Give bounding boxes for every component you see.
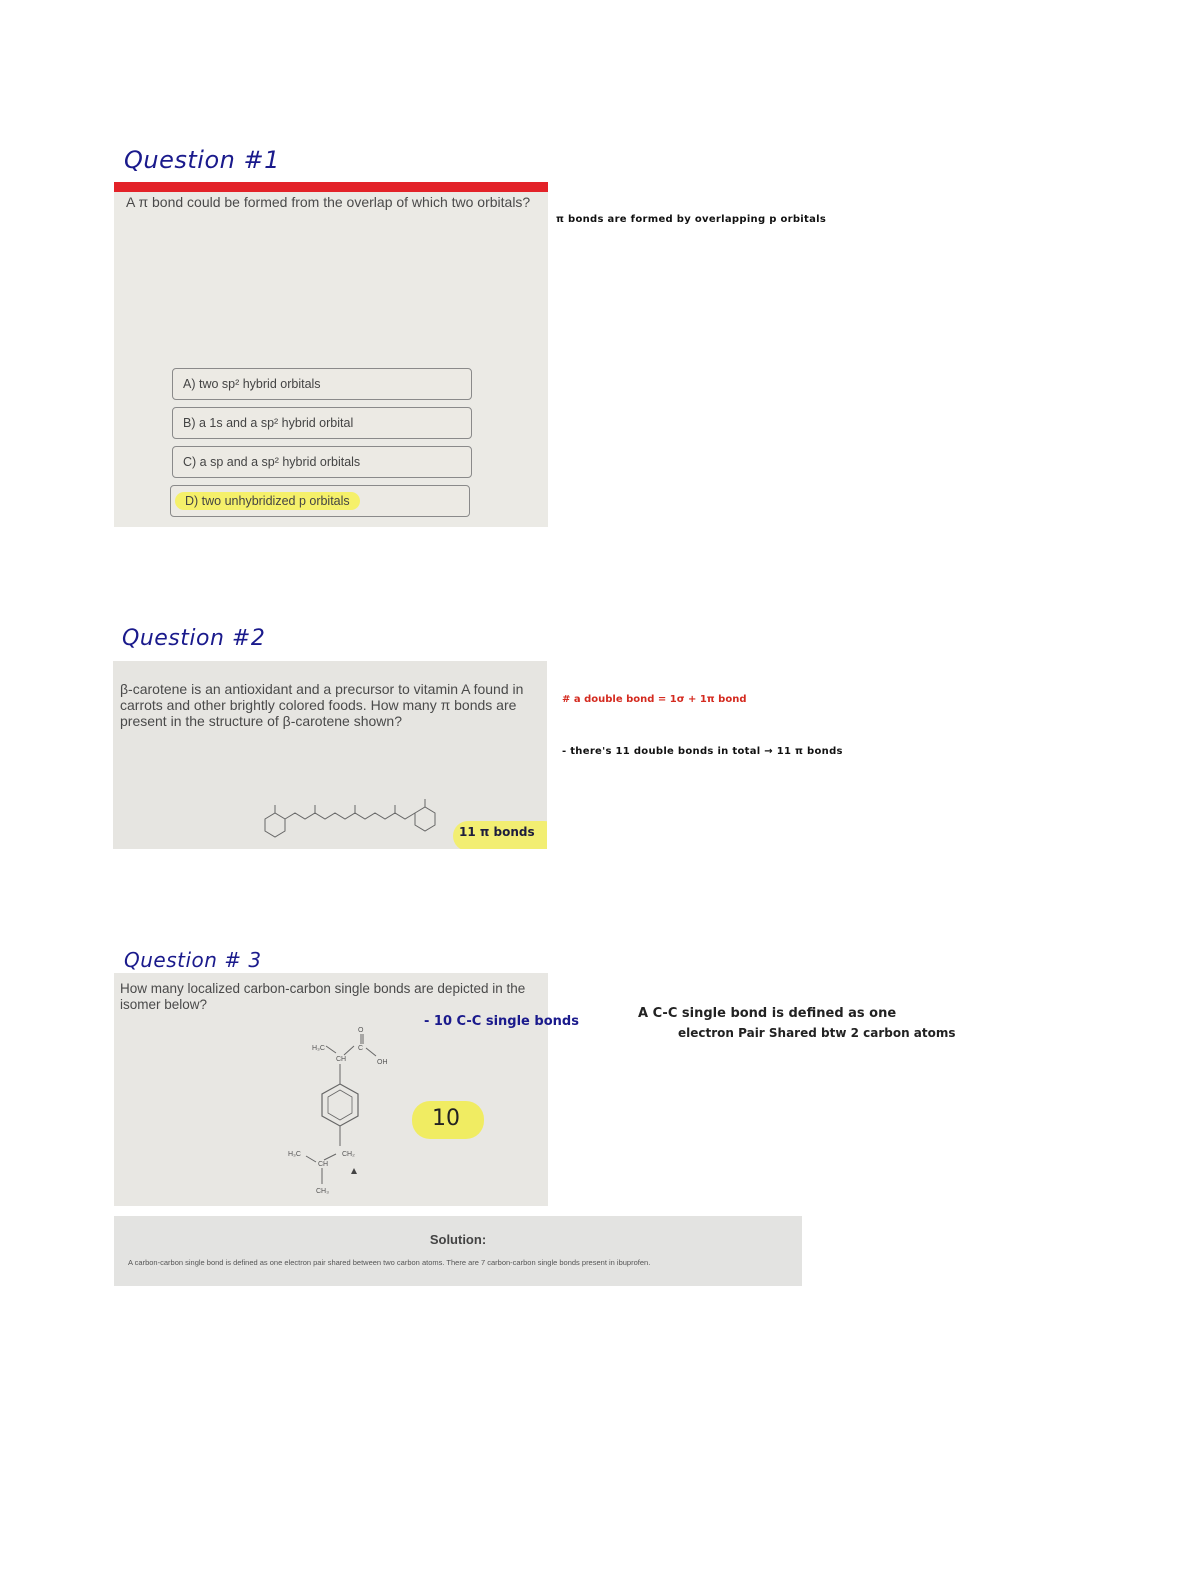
- choice-b[interactable]: [172, 407, 472, 439]
- question-2-note-red: # a double bond = 1σ + 1π bond: [562, 694, 747, 705]
- choice-c[interactable]: [172, 446, 472, 478]
- question-1-note: π bonds are formed by overlapping p orbitals: [556, 214, 827, 225]
- question-3-answer: 10: [432, 1106, 460, 1131]
- choice-a[interactable]: [172, 368, 472, 400]
- question-1-screenshot: [114, 182, 548, 527]
- question-2-note-black: - there's 11 double bonds in total → 11 π bonds: [562, 746, 843, 757]
- structure-label-ch3: CH₃: [316, 1188, 329, 1195]
- definition-line-1: A C-C single bond is defined as one: [638, 1006, 897, 1021]
- definition-line-2: electron Pair Shared btw 2 carbon atoms: [678, 1026, 956, 1040]
- question-2-prompt: β-carotene is an antioxidant and a precursor to vitamin A found in carrots and other brightly colored foods. How many π bonds are present in the structure of β-carotene shown?: [120, 681, 524, 730]
- solution-text: A carbon-carbon single bond is defined as one electron pair shared between two carbon atoms. There are 7 carbon-carbon single bonds present in ibuprofen.: [128, 1258, 651, 1267]
- beta-carotene-structure: [253, 797, 443, 847]
- structure-label-o: O: [358, 1027, 364, 1034]
- question-3-prompt: How many localized carbon-carbon single bonds are depicted in the isomer below?: [120, 981, 526, 1012]
- choice-d-label: D) two unhybridized p orbitals: [175, 492, 360, 510]
- question-3-title: Question # 3: [124, 948, 262, 972]
- question-2-screenshot: [113, 661, 547, 849]
- question-2-title: Question #2: [122, 626, 266, 651]
- structure-label-h3c-bottom: H₃C: [288, 1151, 301, 1158]
- choice-c-label: C) a sp and a sp² hybrid orbitals: [183, 455, 361, 469]
- question-1-prompt: A π bond could be formed from the overlap of which two orbitals?: [126, 194, 531, 210]
- ibuprofen-structure: [284, 1018, 394, 1203]
- question-2-answer: 11 π bonds: [459, 825, 535, 839]
- choice-b-label: B) a 1s and a sp² hybrid orbital: [183, 416, 354, 430]
- choice-a-label: A) two sp² hybrid orbitals: [183, 377, 321, 391]
- solution-box: [114, 1216, 802, 1286]
- choice-d[interactable]: [170, 485, 470, 517]
- question-1-title: Question #1: [124, 146, 280, 174]
- structure-label-ch-top: CH: [336, 1056, 347, 1063]
- structure-label-ch2: CH₂: [342, 1151, 355, 1158]
- structure-label-oh: OH: [377, 1059, 388, 1066]
- structure-label-h3c-top: H₃C: [312, 1045, 325, 1052]
- solution-heading: Solution:: [429, 1232, 487, 1247]
- question-3-screenshot: [114, 973, 548, 1206]
- question-3-note-blue: - 10 C-C single bonds: [424, 1014, 579, 1029]
- structure-label-c: C: [358, 1045, 364, 1052]
- structure-label-ch-bottom: CH: [318, 1161, 329, 1168]
- red-header-bar: [114, 182, 548, 192]
